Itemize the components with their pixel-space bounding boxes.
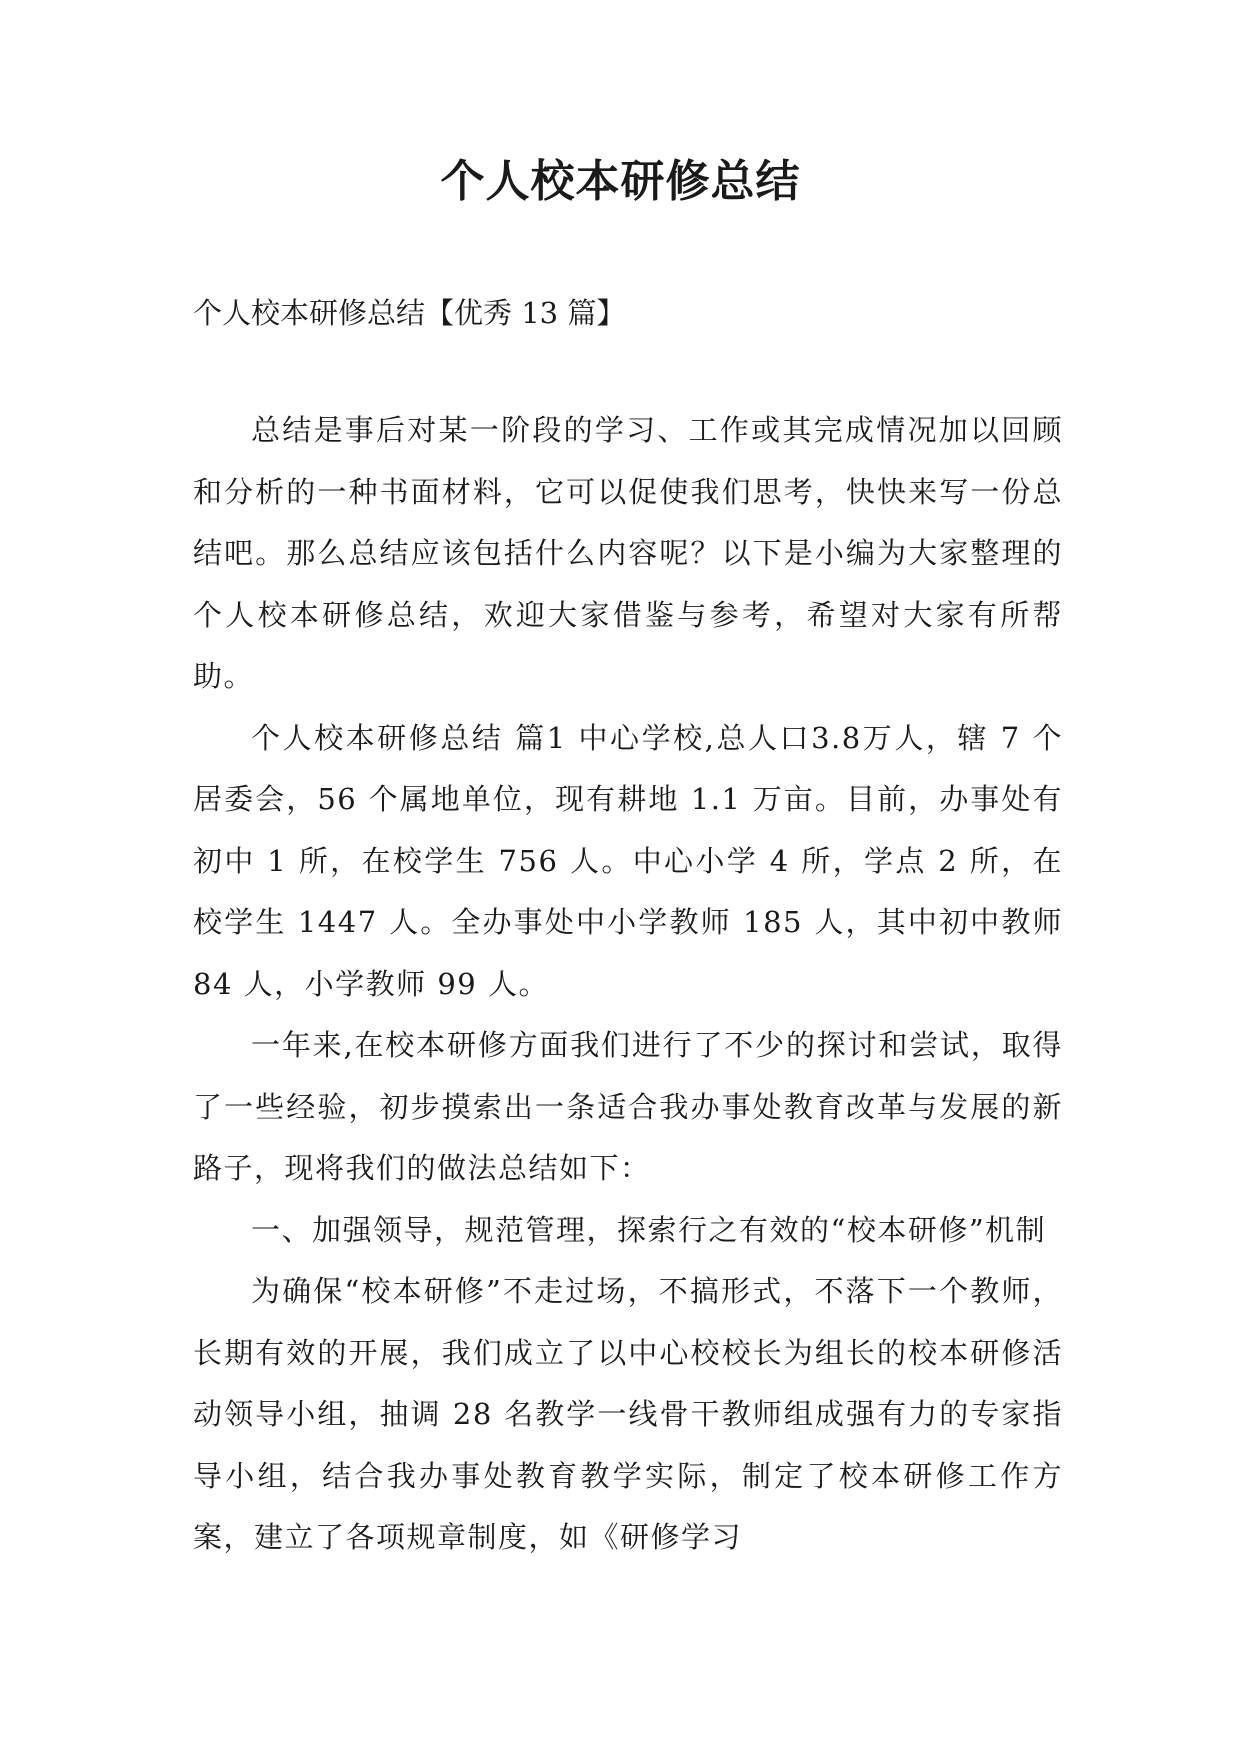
paragraph-intro: 总结是事后对某一阶段的学习、工作或其完成情况加以回顾和分析的一种书面材料，它可以促使我们思考，快快来写一份总结吧。那么总结应该包括什么内容呢？以下是小编为大家整理的个人校本研修总结，欢迎大家借鉴与参考，希望对大家有所帮助。	[193, 413, 1063, 693]
paragraph-article-1: 个人校本研修总结 篇1 中心学校,总人口3.8万人，辖 7 个居委会，56 个属地单位，现有耕地 1.1 万亩。目前，办事处有初中 1 所，在校学生 756 人。中心小学 4 所，学点 2 所，在校学生 1447 人。全办事处中小学教师 185 人，其中初中教师 84 人，小学教师 99 人。	[193, 720, 1063, 1001]
paragraph-section-1-body: 为确保“校本研修”不走过场，不搞形式，不落下一个教师，长期有效的开展，我们成立了以中心校校长为组长的校本研修活动领导小组，抽调 28 名教学一线骨干教师组成强有力的专家指导小组，结合我办事处教育教学实际，制定了校本研修工作方案，建立了各项规章制度，如《研修学习	[193, 1274, 1063, 1554]
paragraph-section-heading-1: 一、加强领导，规范管理，探索行之有效的“校本研修”机制	[251, 1212, 1047, 1247]
document-subtitle: 个人校本研修总结【优秀 13 篇】	[193, 296, 626, 330]
document-title: 个人校本研修总结	[440, 156, 801, 207]
paragraph-overview: 一年来,在校本研修方面我们进行了不少的探讨和尝试，取得了一些经验，初步摸索出一条适合我办事处教育改革与发展的新路子，现将我们的做法总结如下：	[193, 1028, 1063, 1185]
document-body	[193, 400, 1063, 1569]
